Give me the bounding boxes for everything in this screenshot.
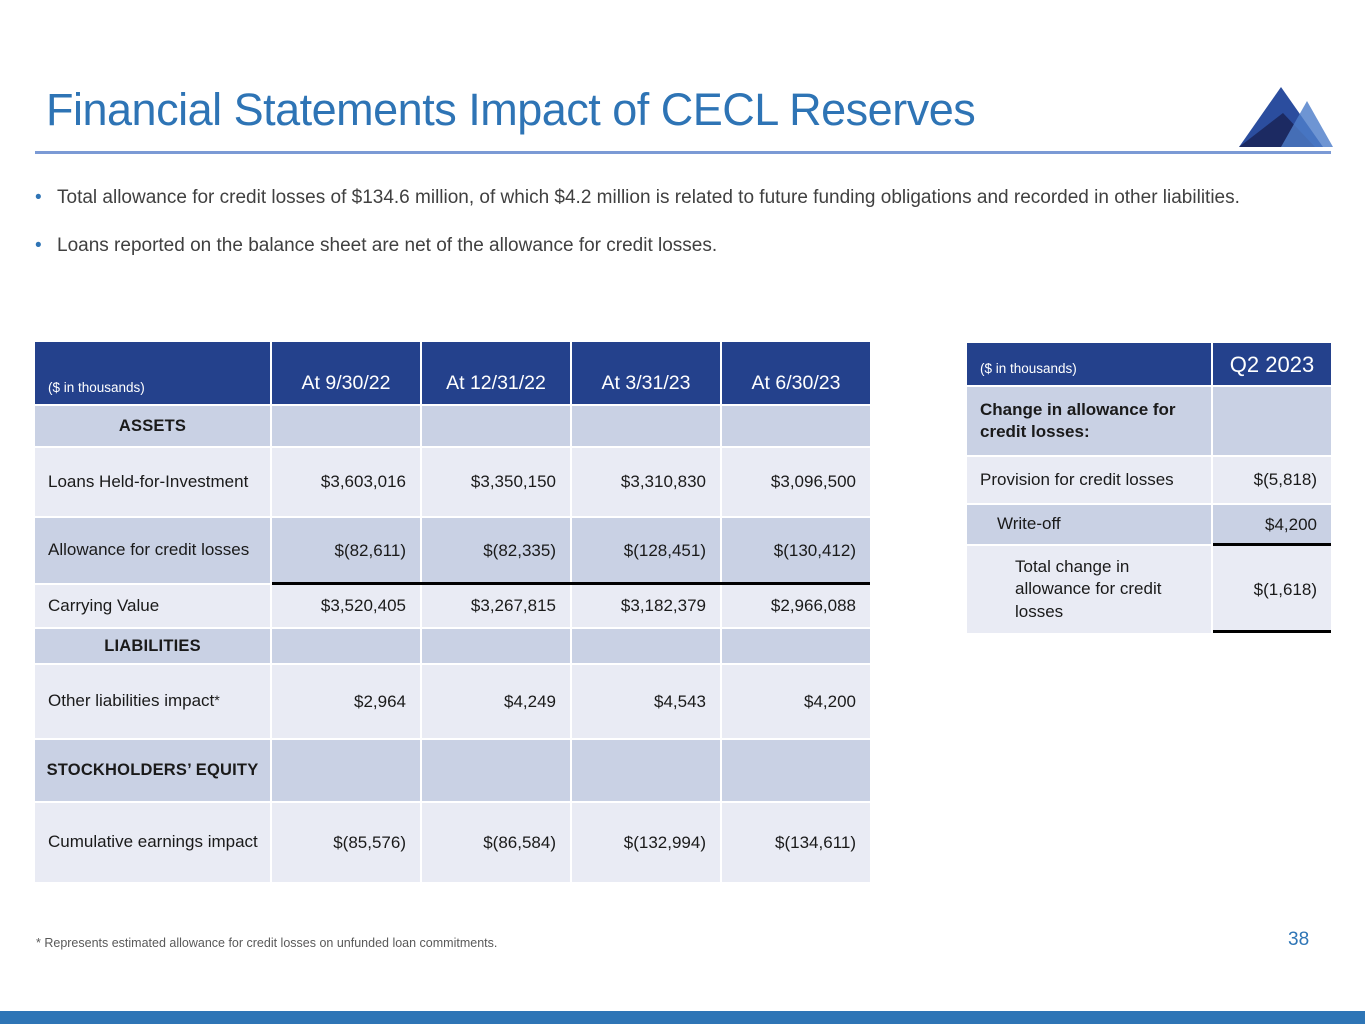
row-label: Allowance for credit losses [35,518,270,583]
row-label: Total change in allowance for credit losses [967,546,1211,633]
row-label: Loans Held-for-Investment [35,448,270,516]
value-cell: $3,520,405 [272,585,420,627]
subtotal-rule [1213,543,1331,546]
column-header: At 6/30/23 [722,342,870,404]
value-cell: $(86,584) [422,803,570,882]
mountain-logo-icon [1233,84,1333,148]
bullet-text: Loans reported on the balance sheet are net of the allowance for credit losses. [57,234,718,256]
value-cell: $3,310,830 [572,448,720,516]
value-cell [1213,387,1331,455]
page-number: 38 [1288,929,1310,950]
bullet-item [35,184,1320,212]
units-label: ($ in thousands) [35,342,270,404]
value-cell: $4,200 [722,665,870,738]
value-cell: $(128,451) [572,518,720,583]
subtotal-rule [272,582,870,585]
bullet-marker-icon: • [35,187,42,208]
footnote-text: * Represents estimated allowance for credit losses on unfunded loan commitments. [36,936,498,950]
row-label: Cumulative earnings impact [35,803,270,882]
value-cell: $(82,611) [272,518,420,583]
value-cell: $(1,618) [1213,546,1331,633]
column-header: At 12/31/22 [422,342,570,404]
value-cell: $4,543 [572,665,720,738]
value-cell: $(85,576) [272,803,420,882]
total-rule [1213,630,1331,633]
section-header-equity: STOCKHOLDERS’ EQUITY [35,740,270,801]
row-label: Carrying Value [35,585,270,627]
row-label: Change in allowance for credit losses: [967,387,1211,455]
bullet-item [35,232,1320,260]
value-cell: $(82,335) [422,518,570,583]
footer-accent-bar [0,1011,1365,1024]
value-cell: $4,249 [422,665,570,738]
value-cell: $3,182,379 [572,585,720,627]
value-cell: $(130,412) [722,518,870,583]
bullet-text: Total allowance for credit losses of $134.6 million, of which $4.2 million is related to future funding obligations and recorded in other liabilities. [57,187,1240,208]
section-header-liabilities: LIABILITIES [35,629,270,663]
bullet-list [35,184,1320,279]
balance-sheet-table [35,342,870,882]
column-header: At 3/31/23 [572,342,720,404]
value-cell: $2,966,088 [722,585,870,627]
value-cell: $3,096,500 [722,448,870,516]
value-cell: $(5,818) [1213,457,1331,503]
row-label: Write-off [967,505,1211,544]
value-cell: $3,267,815 [422,585,570,627]
value-cell: $3,603,016 [272,448,420,516]
row-label: Provision for credit losses [967,457,1211,503]
column-header: Q2 2023 [1213,343,1331,385]
change-in-allowance-table [967,343,1331,633]
value-cell: $(134,611) [722,803,870,882]
row-label: Other liabilities impact * [35,665,270,738]
units-label: ($ in thousands) [967,343,1211,385]
footnote-asterisk: * [214,692,220,709]
bullet-marker-icon: • [35,234,42,256]
section-header-assets: ASSETS [35,406,270,446]
value-cell: $3,350,150 [422,448,570,516]
value-cell: $(132,994) [572,803,720,882]
column-header: At 9/30/22 [272,342,420,404]
value-cell: $2,964 [272,665,420,738]
value-cell: $4,200 [1213,505,1331,544]
page-title: Financial Statements Impact of CECL Reserves [46,84,976,135]
title-divider [35,151,1331,154]
